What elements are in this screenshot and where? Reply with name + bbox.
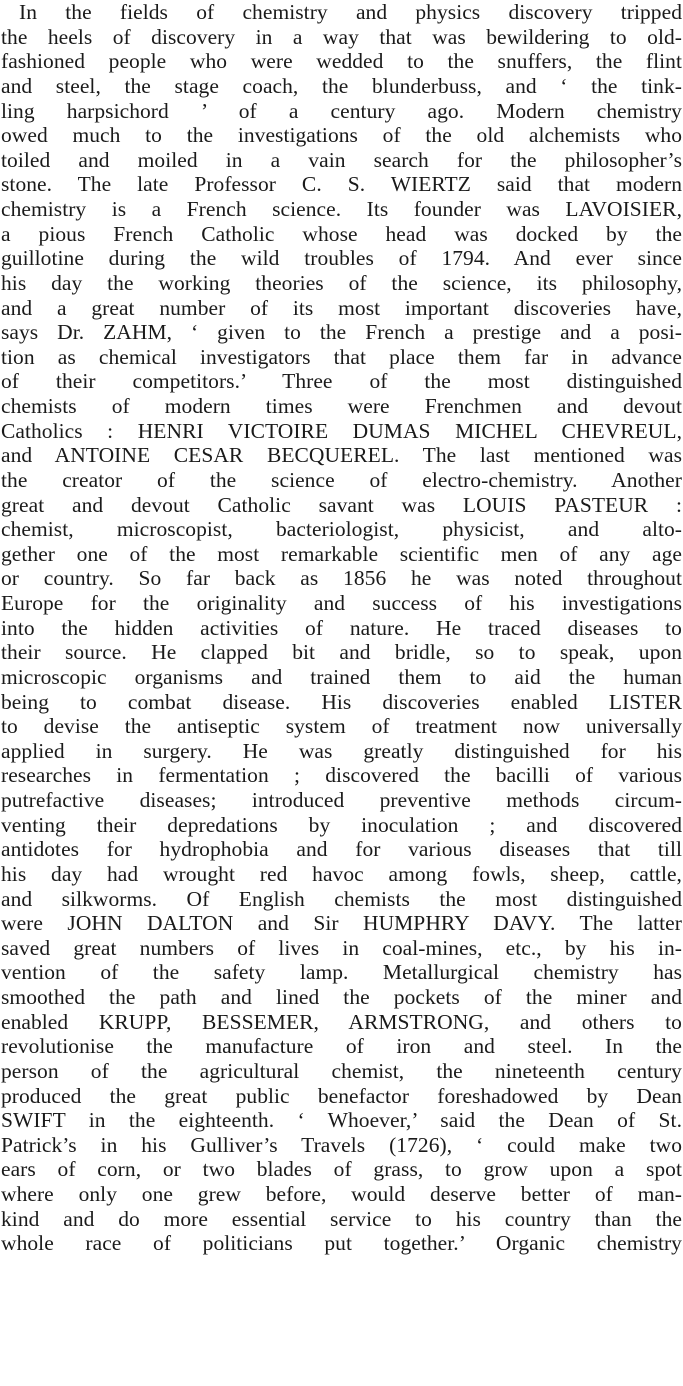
- text-line: and ANTOINE CESAR BECQUEREL. The last mentioned was: [1, 443, 682, 468]
- text-line: or country. So far back as 1856 he was noted throughout: [1, 566, 682, 591]
- text-line: produced the great public benefactor foreshadowed by Dean: [1, 1083, 682, 1108]
- text-line: tion as chemical investigators that place them far in advance: [1, 344, 682, 369]
- text-line: applied in surgery. He was greatly distinguished for his: [1, 738, 682, 763]
- text-line: chemists of modern times were Frenchmen and devout: [1, 394, 682, 418]
- text-line: the heels of discovery in a way that was bewildering to old-: [1, 24, 682, 49]
- text-line: antidotes for hydrophobia and for various diseases that till: [1, 837, 682, 862]
- text-line: ears of corn, or two blades of grass, to grow upon a spot: [1, 1157, 682, 1182]
- text-line: says Dr. ZAHM, ‘ given to the French a prestige and a posi-: [1, 320, 682, 345]
- text-line: Europe for the originality and success of his investigations: [1, 591, 682, 615]
- text-line: researches in fermentation ; discovered the bacilli of various: [1, 763, 682, 788]
- text-line: ling harpsichord ’ of a century ago. Modern chemistry: [1, 98, 682, 123]
- text-line: guillotine during the wild troubles of 1794. And ever since: [1, 246, 682, 271]
- text-line: putrefactive diseases; introduced preventive methods circum-: [1, 788, 682, 812]
- text-line: person of the agricultural chemist, the nineteenth century: [1, 1058, 682, 1083]
- text-line: great and devout Catholic savant was LOUIS PASTEUR :: [1, 492, 682, 517]
- text-line: whole race of politicians put together.’ Organic chemistry: [1, 1231, 682, 1256]
- text-line: smoothed the path and lined the pockets of the miner and: [1, 985, 682, 1009]
- text-line: SWIFT in the eighteenth. ‘ Whoever,’ said the Dean of St.: [1, 1108, 682, 1133]
- text-line: stone. The late Professor C. S. WIERTZ said that modern: [1, 172, 682, 197]
- text-line: and a great number of its most important discoveries have,: [1, 295, 682, 320]
- text-line: Patrick’s in his Gulliver’s Travels (1726), ‘ could make two: [1, 1132, 682, 1157]
- text-line: the creator of the science of electro-chemistry. Another: [1, 467, 682, 492]
- text-line: saved great numbers of lives in coal-mines, etc., by his in-: [1, 935, 682, 960]
- text-line: kind and do more essential service to his country than the: [1, 1206, 682, 1231]
- text-line: chemistry is a French science. Its founder was LAVOISIER,: [1, 197, 682, 221]
- text-line: and silkworms. Of English chemists the most distinguished: [1, 886, 682, 911]
- text-column: [1, 0, 682, 1256]
- text-line: enabled KRUPP, BESSEMER, ARMSTRONG, and others to: [1, 1009, 682, 1034]
- text-line: a pious French Catholic whose head was docked by the: [1, 221, 682, 246]
- text-line: were JOHN DALTON and Sir HUMPHRY DAVY. The latter: [1, 911, 682, 936]
- text-line: his day the working theories of the science, its philosophy,: [1, 270, 682, 295]
- text-line: vention of the safety lamp. Metallurgical chemistry has: [1, 960, 682, 985]
- text-line: owed much to the investigations of the old alchemists who: [1, 123, 682, 148]
- text-line: where only one grew before, would deserve better of man-: [1, 1182, 682, 1206]
- text-line: their source. He clapped bit and bridle, so to speak, upon: [1, 640, 682, 665]
- text-line: revolutionise the manufacture of iron and steel. In the: [1, 1034, 682, 1059]
- text-line: being to combat disease. His discoveries enabled LISTER: [1, 689, 682, 714]
- text-line: In the fields of chemistry and physics discovery tripped: [19, 0, 682, 24]
- text-line: Catholics : HENRI VICTOIRE DUMAS MICHEL CHEVREUL,: [1, 418, 682, 443]
- text-line: his day had wrought red havoc among fowls, sheep, cattle,: [1, 861, 682, 886]
- text-line: and steel, the stage coach, the blunderbuss, and ‘ the tink-: [1, 73, 682, 98]
- text-line: microscopic organisms and trained them to aid the human: [1, 664, 682, 689]
- text-line: gether one of the most remarkable scientific men of any age: [1, 541, 682, 566]
- text-line: to devise the antiseptic system of treatment now universally: [1, 714, 682, 739]
- text-line: toiled and moiled in a vain search for the philosopher’s: [1, 147, 682, 172]
- text-line: into the hidden activities of nature. He traced diseases to: [1, 615, 682, 640]
- text-line: of their competitors.’ Three of the most distinguished: [1, 369, 682, 394]
- text-line: chemist, microscopist, bacteriologist, physicist, and alto-: [1, 517, 682, 542]
- text-line: venting their depredations by inoculation ; and discovered: [1, 812, 682, 837]
- text-line: fashioned people who were wedded to the snuffers, the flint: [1, 49, 682, 74]
